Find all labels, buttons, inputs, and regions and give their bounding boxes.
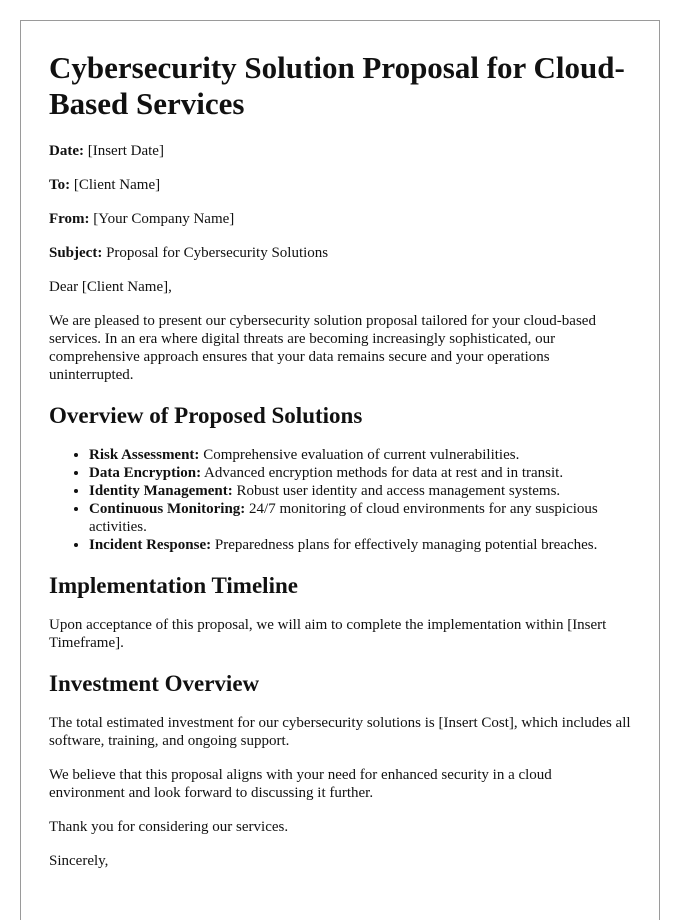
thanks-line: Thank you for considering our services. bbox=[49, 819, 289, 835]
list-item-text: Preparedness plans for effectively managing potential breaches. bbox=[214, 537, 598, 553]
to-line bbox=[49, 176, 631, 194]
subject-label: Subject: bbox=[49, 245, 103, 261]
timeline-heading: Implementation Timeline bbox=[49, 573, 298, 598]
closing-paragraph: We believe that this proposal aligns with your need for enhanced security in a cloud environment and look forward to discussing it further. bbox=[49, 767, 552, 801]
list-item-title: Incident Response: bbox=[89, 537, 212, 553]
list-item-text: 24/7 monitoring of cloud environments for any suspicious activities. bbox=[89, 501, 598, 535]
list-item bbox=[89, 536, 631, 554]
subject-value: Proposal for Cybersecurity Solutions bbox=[106, 245, 329, 261]
from-label: From: bbox=[49, 211, 90, 227]
from-line bbox=[49, 210, 631, 228]
to-value: [Client Name] bbox=[73, 177, 161, 193]
list-item bbox=[89, 464, 631, 482]
letter-page bbox=[20, 20, 660, 920]
salutation: Dear [Client Name], bbox=[49, 279, 172, 295]
date-label: Date: bbox=[49, 143, 84, 159]
signoff: Sincerely, bbox=[49, 853, 109, 869]
subject-line bbox=[49, 244, 631, 262]
timeline-paragraph: Upon acceptance of this proposal, we will aim to complete the implementation within [Insert Timeframe]. bbox=[49, 617, 607, 651]
investment-heading: Investment Overview bbox=[49, 671, 260, 696]
list-item-title: Continuous Monitoring: bbox=[89, 501, 246, 517]
list-item-text: Advanced encryption methods for data at rest and in transit. bbox=[204, 465, 564, 481]
investment-paragraph: The total estimated investment for our cybersecurity solutions is [Insert Cost], which includes all software, training, and ongoing support. bbox=[49, 715, 631, 749]
overview-heading: Overview of Proposed Solutions bbox=[49, 403, 363, 428]
list-item-text: Comprehensive evaluation of current vulnerabilities. bbox=[203, 447, 520, 463]
list-item bbox=[89, 446, 631, 464]
list-item bbox=[89, 500, 631, 536]
list-item-text: Robust user identity and access management systems. bbox=[236, 483, 561, 499]
list-item-title: Identity Management: bbox=[89, 483, 233, 499]
list-item-title: Risk Assessment: bbox=[89, 447, 200, 463]
document-title: Cybersecurity Solution Proposal for Cloud-Based Services bbox=[49, 50, 625, 121]
solutions-list bbox=[49, 446, 631, 554]
to-label: To: bbox=[49, 177, 71, 193]
list-item-title: Data Encryption: bbox=[89, 465, 202, 481]
list-item bbox=[89, 482, 631, 500]
from-value: [Your Company Name] bbox=[93, 211, 235, 227]
date-line bbox=[49, 142, 631, 160]
intro-paragraph: We are pleased to present our cybersecurity solution proposal tailored for your cloud-based services. In an era where digital threats are becoming increasingly sophisticated, our comprehensive approach ensures that your data remains secure and your operations uninterrupted. bbox=[49, 313, 596, 383]
date-value: [Insert Date] bbox=[87, 143, 164, 159]
